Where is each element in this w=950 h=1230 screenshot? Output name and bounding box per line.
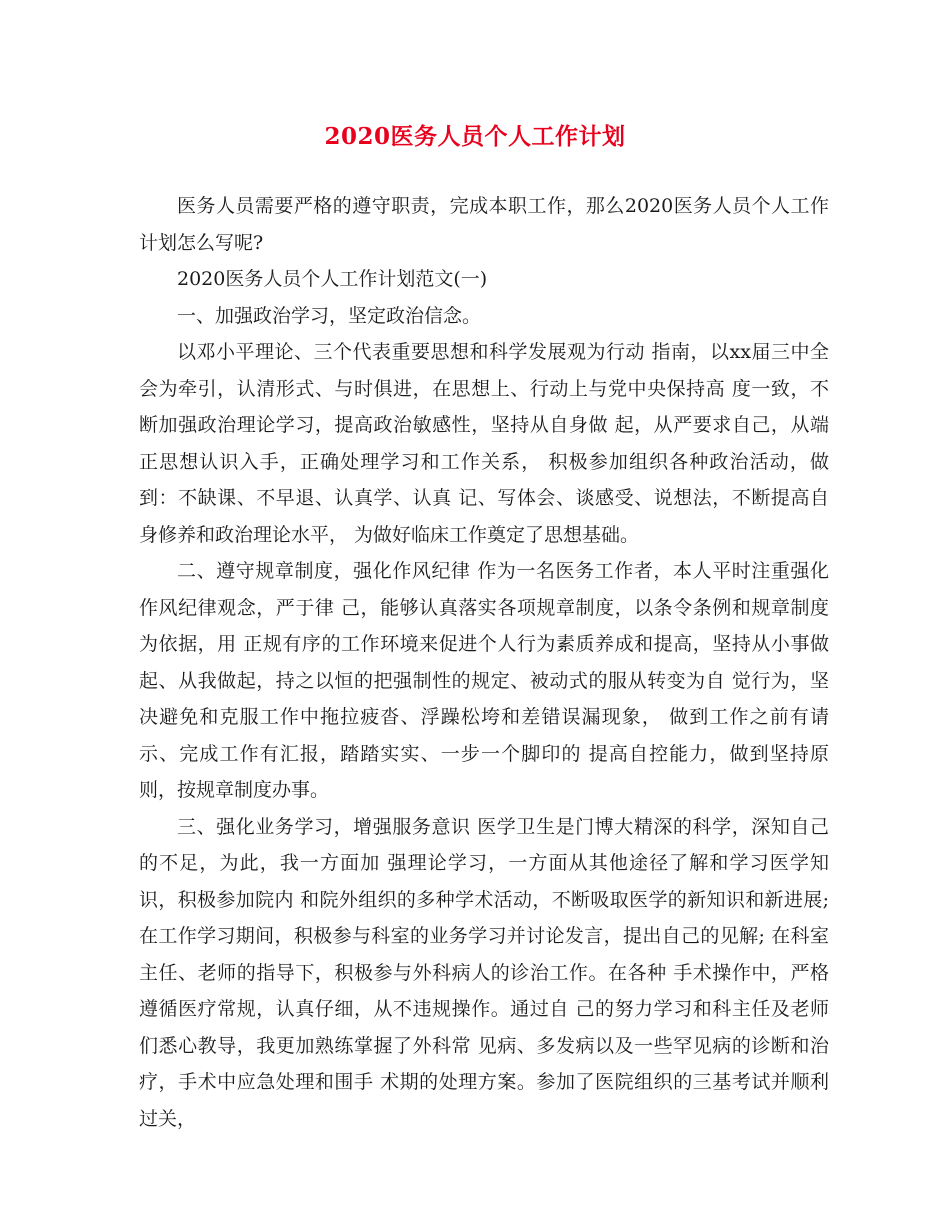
paragraph-section-3: 三、强化业务学习，增强服务意识 医学卫生是门博大精深的科学，深知自己的不足，为此，我一方面加 强理论学习，一方面从其他途径了解和学习医学知识，积极参加院内 和院外组织的多种学术活动，不断吸取医学的新知识和新进展;在工作学习期间，积极参与科室的业务学习并讨论发言，提出自己的见解; 在科室主任、老师的指导下，积极参与外科病人的诊治工作。在各种 手术操作中，严格遵循医疗常规，认真仔细，从不违规操作。通过自 己的努力学习和科主任及老师们悉心教导，我更加熟练掌握了外科常 见病、多发病以及一些罕见病的诊断和治疗，手术中应急处理和围手 术期的处理方案。参加了医院组织的三基考试并顺利过关，	[139, 815, 829, 1130]
paragraph-intro: 医务人员需要严格的遵守职责，完成本职工作，那么2020医务人员个人工作计划怎么写呢?	[139, 195, 829, 254]
paragraph-section-heading-1: 一、加强政治学习，坚定政治信念。	[177, 304, 482, 327]
paragraph-section-1-body: 以邓小平理论、三个代表重要思想和科学发展观为行动 指南，以xx届三中全会为牵引，认清形式、与时俱进，在思想上、行动上与党中央保持高 度一致，不断加强政治理论学习，提高政治敏感性，坚持从自身做 起，从严要求自己，从端正思想认识入手，正确处理学习和工作关系， 积极参加组织各种政治活动，做到：不缺课、不早退、认真学、认真 记、写体会、谈感受、说想法，不断提高自身修养和政治理论水平， 为做好临床工作奠定了思想基础。	[139, 341, 829, 546]
paragraph-subtitle: 2020医务人员个人工作计划范文(一)	[177, 268, 488, 290]
document-body	[139, 188, 829, 1137]
document-title: 2020医务人员个人工作计划	[324, 123, 626, 150]
paragraph-section-2: 二、遵守规章制度，强化作风纪律 作为一名医务工作者，本人平时注重强化作风纪律观念，严于律 己，能够认真落实各项规章制度，以条令条例和规章制度为依据，用 正规有序的工作环境来促进个人行为素质养成和提高，坚持从小事做起、从我做起，持之以恒的把强制性的规定、被动式的服从转变为自 觉行为，坚决避免和克服工作中拖拉疲沓、浮躁松垮和差错误漏现象， 做到工作之前有请示、完成工作有汇报，踏踏实实、一步一个脚印的 提高自控能力，做到坚持原则，按规章制度办事。	[139, 560, 829, 801]
